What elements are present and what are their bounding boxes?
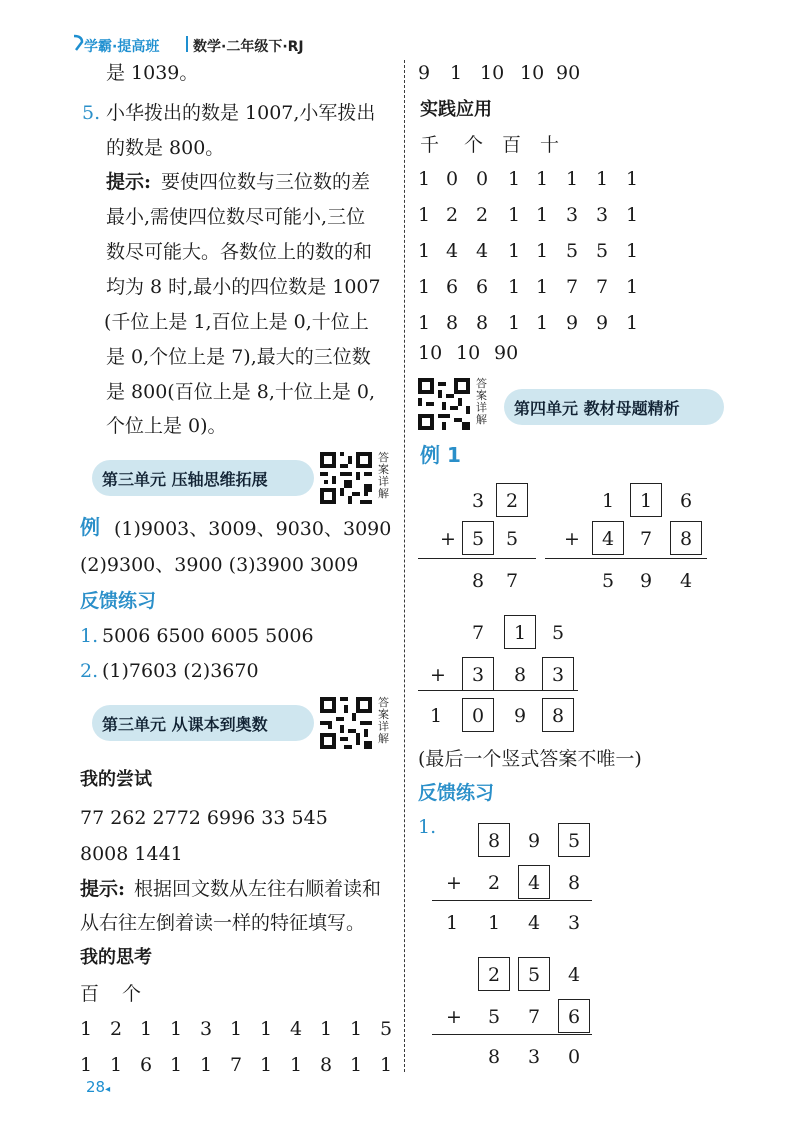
subsection-title: 我的思考 [80,947,152,968]
digit: 1 [418,240,431,262]
digit: 7 [566,276,579,298]
digit: 5 [506,528,519,550]
header-separator [186,36,188,52]
digit: 7 [506,570,519,592]
digit: 9 [528,830,541,852]
digit: 1 [418,168,431,190]
answer-line: (1)7603 (2)3670 [102,660,259,682]
digit: 6 [476,276,489,298]
digit: 1 [350,1054,363,1076]
digit: 3 [200,1018,213,1040]
digit: 2 [110,1018,123,1040]
qr-caption: 答案详解 [476,377,487,426]
answer-box [592,521,624,555]
digit: 3 [472,664,485,686]
digit: 1 [430,705,443,727]
digit: 5 [596,240,609,262]
digit: 1 [508,312,521,334]
digit: 5 [380,1018,393,1040]
section-banner [92,460,314,496]
digit: 1 [260,1018,273,1040]
answer-box [462,521,494,555]
digit-header: 百 [80,983,100,1005]
digit: 5 [602,570,615,592]
qr-caption: 答案详解 [378,451,389,500]
digit: 1 [170,1054,183,1076]
digit-header: 十 [540,134,560,156]
answer-box [630,483,662,517]
digit: 4 [680,570,693,592]
digit: 8 [446,312,459,334]
digit: 1 [320,1018,333,1040]
digit: 8 [680,528,693,550]
digit: 1 [626,204,639,226]
digit: 2 [476,204,489,226]
digit: 3 [566,204,579,226]
hint-text: 最小,需使四位数尽可能小,三位 [106,206,366,228]
digit: 1 [536,204,549,226]
item-number: 1. [80,625,99,647]
digit: 2 [488,872,501,894]
header-brand: 学霸·提高班 [84,39,160,55]
digit: 0 [472,705,485,727]
digit: 1 [170,1018,183,1040]
number: 90 [494,342,519,364]
digit: 0 [446,168,459,190]
answer-line: 5006 6500 6005 5006 [102,625,314,647]
digit: 3 [552,664,565,686]
digit: 7 [596,276,609,298]
digit: 4 [290,1018,303,1040]
digit: 2 [446,204,459,226]
digit: 1 [508,240,521,262]
hint-text: 数尽可能大。各数位上的数的和 [106,241,373,263]
example-answer: (2)9300、3900 (3)3900 3009 [80,554,359,576]
digit: 7 [472,622,485,644]
digit: 1 [80,1018,93,1040]
digit: 6 [568,1006,581,1028]
digit: 7 [640,528,653,550]
digit: 5 [488,1006,501,1028]
digit: 4 [446,240,459,262]
digit-header: 个 [122,983,142,1005]
digit: 4 [528,872,541,894]
digit: 1 [626,168,639,190]
answer-box [478,823,510,857]
digit: 1 [640,490,653,512]
subsection-title: 我的尝试 [80,769,152,790]
column-divider [404,60,405,1072]
qr-caption: 答案详解 [378,696,389,745]
digit: 9 [514,705,527,727]
digit: 1 [446,912,459,934]
number: 10 [480,62,505,84]
qr-code-icon [418,378,470,430]
digit: 0 [568,1046,581,1068]
digit: 2 [506,490,519,512]
digit: 1 [508,276,521,298]
digit: 1 [290,1054,303,1076]
brand-logo-icon [72,34,84,52]
note-text: (最后一个竖式答案不唯一) [418,748,642,770]
sum-line [432,900,592,901]
digit: 1 [350,1018,363,1040]
digit: 5 [528,964,541,986]
sum-line [418,558,536,559]
digit: 5 [472,528,485,550]
digit: 3 [568,912,581,934]
digit-header: 百 [502,134,522,156]
item-number: 5. [82,102,101,124]
number: 9 [418,62,431,84]
digit: 8 [488,1046,501,1068]
section-banner-label: 第三单元 从课本到奥数 [102,714,268,734]
digit: + [564,528,580,550]
header-title: 数学·二年级下·RJ [193,39,304,55]
digit: 1 [514,622,527,644]
digit: 8 [514,664,527,686]
answer-box [558,823,590,857]
section-title: 反馈练习 [80,590,157,612]
digit: 8 [320,1054,333,1076]
hint-text: 从右往左倒着读一样的特征填写。 [80,912,366,934]
answer-box [496,483,528,517]
digit: + [446,1006,462,1028]
digit: 5 [566,240,579,262]
digit: 9 [566,312,579,334]
qr-code-icon [320,452,372,504]
digit: 6 [140,1054,153,1076]
digit: 8 [552,705,565,727]
number: 1 [450,62,463,84]
number: 10 [456,342,481,364]
digit: 8 [476,312,489,334]
digit: 1 [140,1018,153,1040]
digit: 3 [472,490,485,512]
number: 10 [418,342,443,364]
digit: 1 [418,312,431,334]
answer-line: 77 262 2772 6996 33 545 [80,807,328,829]
digit: 1 [566,168,579,190]
digit: 1 [508,204,521,226]
qr-code-icon [320,697,372,749]
section-banner-label: 第三单元 压轴思维拓展 [102,469,268,489]
section-banner-label: 第四单元 教材母题精析 [514,398,680,418]
answer-box [542,657,574,691]
digit: 6 [680,490,693,512]
digit: + [440,528,456,550]
digit: 4 [476,240,489,262]
answer-box [670,521,702,555]
digit: 1 [626,240,639,262]
digit: 1 [602,490,615,512]
hint-text: 是 800(百位上是 8,十位上是 0, [106,381,376,403]
digit: 9 [640,570,653,592]
answer-box [504,615,536,649]
digit: 1 [626,276,639,298]
answer-box [558,999,590,1033]
digit: 3 [528,1046,541,1068]
hint-text: 是 0,个位上是 7),最大的三位数 [106,346,371,368]
digit: 7 [528,1006,541,1028]
digit: 5 [552,622,565,644]
hint-text: (千位上是 1,百位上是 0,十位上 [104,311,369,333]
digit: 1 [418,276,431,298]
number: 90 [556,62,581,84]
digit: 1 [536,240,549,262]
digit: 1 [418,204,431,226]
digit: 6 [446,276,459,298]
answer-box [478,957,510,991]
hint-text: 要使四位数与三位数的差 [161,171,371,193]
digit: 4 [602,528,615,550]
answer-line: 是 1039。 [106,62,199,84]
example-answer: (1)9003、3009、9030、3090 [114,518,392,540]
hint-label: 提示: [80,878,126,900]
answer-line: 的数是 800。 [106,137,225,159]
digit: 1 [200,1054,213,1076]
example-label: 例 1 [420,443,461,467]
digit: 1 [380,1054,393,1076]
digit: 1 [260,1054,273,1076]
digit: + [446,872,462,894]
subsection-title: 实践应用 [420,99,492,120]
answer-box [462,657,494,691]
digit: + [430,664,446,686]
digit: 1 [230,1018,243,1040]
sum-line [432,1034,592,1035]
digit: 1 [596,168,609,190]
digit: 8 [568,872,581,894]
digit: 1 [508,168,521,190]
page-number [86,1078,110,1096]
section-title: 反馈练习 [418,782,495,804]
hint-text: 根据回文数从左往右顺着读和 [134,878,382,900]
digit: 4 [528,912,541,934]
digit: 1 [536,168,549,190]
digit: 3 [596,204,609,226]
digit: 4 [568,964,581,986]
number: 10 [520,62,545,84]
answer-line: 小华拨出的数是 1007,小军拨出 [106,102,376,124]
hint-text: 个位上是 0)。 [106,415,227,437]
answer-box [518,957,550,991]
item-number: 2. [80,660,99,682]
item-number: 1. [418,816,437,838]
answer-box [462,698,494,732]
page-number-text: 28 [86,1078,106,1096]
digit: 1 [626,312,639,334]
digit: 1 [536,276,549,298]
sum-line [545,558,707,559]
digit-header: 千 [420,134,440,156]
digit: 8 [472,570,485,592]
digit: 9 [596,312,609,334]
digit: 1 [110,1054,123,1076]
digit: 5 [568,830,581,852]
section-banner [92,705,314,741]
answer-line: 8008 1441 [80,843,183,865]
page-arrow-icon: ◂ [105,1084,111,1095]
answer-box [518,865,550,899]
sum-line [418,690,578,691]
answer-box [542,698,574,732]
digit: 7 [230,1054,243,1076]
digit: 1 [536,312,549,334]
section-banner [504,389,724,425]
digit: 8 [488,830,501,852]
hint-label: 提示: [106,171,152,193]
digit: 0 [476,168,489,190]
example-label: 例 [80,515,100,539]
digit: 2 [488,964,501,986]
digit: 1 [488,912,501,934]
digit-header: 个 [464,134,484,156]
digit: 1 [80,1054,93,1076]
hint-text: 均为 8 时,最小的四位数是 1007 [106,276,381,298]
